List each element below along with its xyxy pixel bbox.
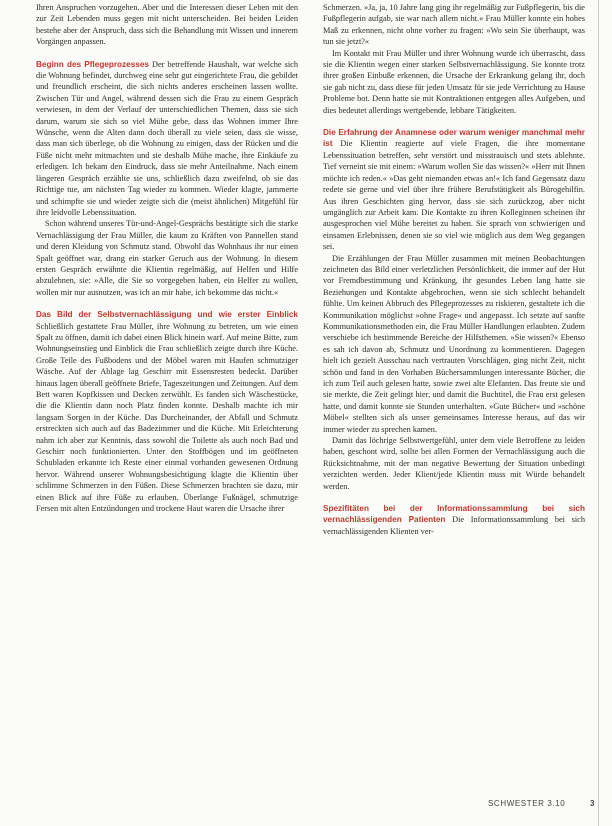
paragraph-text: Schließlich gestattete Frau Müller, ihre Wohnung zu betreten, um wie einen Spalt zu öffnen, damit ich dabei einen Blick hinein warf. Auf meine Bitte, zum Wohnungseinstieg und Einblick die Frau schließlich zeigte durch ihre Küche. Große Teile des Fußbodens und der Möbel waren mit Haufen schmutziger Wäsche. Auf der Ablage lag Geschirr mit Essensresten bedeckt. Darüber hinaus lagen überall geöffnete Briefe, Tageszeitungen und Zeitungen. Auf dem Bett waren Kopfkissen und Decken zerwühlt. Es fanden sich Wäschestücke, die die Klientin dann noch Platz finden konnte. Deshalb machte ich mir langsam Sorgen in der Küche. Das Durcheinander, der Abfall und Schmutz erstreckten sich auch auf das Badezimmer und die Küche. Mit Erleichterung nahm ich aber zur Kenntnis, dass sowohl die Toilette als auch noch Bad und Geschirr noch funktionierten. Unter den Stoffbögen und im geöffneten Schubladen erkannte ich Reste einer einmal vorhanden gewesenen Ordnung hervor. Während unserer Wohnungsbesichtigung klagte die Klientin über schlimme Schmerzen in den Füßen. Diese Schmerzen brachten sie dazu, mir einen Blick auf ihre Füße zu erlauben. Überlange Fußnägel, schmutzige Fersen mit alten Entzündungen und trockene Haut waren die Ursache ihrer bbox=[36, 321, 298, 514]
section-heading: Spezifitäten bei der Informationssammlung bei sich vernachlässigenden Patienten bbox=[323, 504, 585, 525]
paragraph: Ihren Anspruchen vorzugehen. Aber und die Interessen dieser Leben mit den zur Zeit Lebenden muss gegen mit nicht unterscheiden. Bei beiden Leiden bestehe aber der Anspruch, dass sich die Behandlung mit Wissen und innerem Vorgängen anpassen. bbox=[36, 3, 298, 47]
section-paragraph bbox=[323, 503, 585, 537]
spacer bbox=[36, 298, 298, 309]
section-heading: Beginn des Pflegeprozesses bbox=[36, 59, 149, 69]
section-paragraph bbox=[36, 309, 298, 514]
paragraph: Schmerzen. »Ja, ja, 10 Jahre lang ging ihr regelmäßig zur Fußpflegerin, bis die Fußpflegerin aufgab, sie war nach allem nicht.« Frau Müller konnte ein hohes Maß zu erkennen, nicht ohne vorher zu fragen: »Wo sein Sie überhaupt, was tun sie jetzt?« bbox=[323, 3, 585, 47]
paragraph-text: Die Informationssammlung bei sich vernachlässigenden Klienten ver- bbox=[323, 515, 585, 536]
left-text-column bbox=[36, 2, 298, 794]
paragraph-text: Die Klientin reagierte auf viele Fragen, die ihre momentane Lebenssituation betreffen, sehr verstört und misstrauisch und stets ablehnte. Tief verneint sie mit einem: »Warum wollen Sie das wissen?« »Herr mit Ihnen möchte ich reden.« »Das geht niemanden etwas an!« Ich fand Gegensatz dazu redete sie gerne und viel über ihre frühere Berufstätigkeit als Bürogehilfin. Aus ihren Geschichten ging hervor, dass sie sich zurückzog, aber nicht umgänglich zur Arbeit kam. Die Kontakte zu ihren Kolleginnen scheinen ihr ausgesprochen viel Mühe bereitet zu haben. Sie sprach von schwierigen und einsamen Erlebnissen, denen sie so viel wie möglich aus dem Weg gegangen sei. bbox=[323, 139, 585, 252]
journal-name: SCHWESTER 3.10 bbox=[488, 799, 566, 808]
paragraph: Die Erzählungen der Frau Müller zusammen mit meinen Beobachtungen zeichneten das Bild einer verletzlichen Persönlichkeit, die immer auf der Hut vor Fremdbestimmung und Kränkung, ihr gesundes Leben lang hatte sie Beziehungen und Kontakte abgebrochen, wenn sie sich schlecht behandelt fühlte. Um keinen Abbruch des Pflegeprozesses zu riskieren, gestaltete ich die Kommunikation möglichst »ohne Frage« und angepasst. Ich setzte auf sanfte Kommunikationsmethoden ein, die Frau Müller Handlungen erlaubten. Zudem verschiebe ich bestimmende Bereiche der Hilfsthemen. »Sie wissen?« Ebenso es sah ich davon ab, Schmutz und Unordnung zu kommentieren. Dagegen hielt ich gezielt Ausschau nach vertrauten Vorschlägen, ging nicht Zeit, nicht schön und fand in den Vorhaben Büchersammlungen interessante Bücher, die ich zum Teil auch gelesen hatte, sowie zwei alte Elefanten. Das freute sie und sie merkte, die Zeit gelingt hier, und damit die Buchtitel, die Frau erst gelesen hatte, und damit konnte sie Stunden unterhalten. »Gute Bücher« und »schöne Möbel« stellten sich als unser gemeinsames Interesse heraus, auf das wir immer wieder zu sprechen kamen. bbox=[323, 253, 585, 434]
spacer bbox=[323, 492, 585, 503]
page-edge-divider bbox=[598, 0, 599, 826]
section-paragraph bbox=[323, 127, 585, 252]
section-heading: Das Bild der Selbstvernachlässigung und wie erster Einblick bbox=[36, 310, 298, 320]
section-paragraph bbox=[36, 59, 298, 219]
paragraph: Damit das löchrige Selbstwertgefühl, unter dem viele Betroffene zu leiden haben, geschont wird, sollte bei allen Formen der Vernachlässigung auch die Rücksichtnahme, mit der man negative Bewertung der Situation unbedingt verzichten werden. Jeder Klient/jede Klientin muss mit Würde behandelt werden. bbox=[323, 436, 585, 491]
paragraph: Schon während unseres Tür-und-Angel-Gesprächs bestätigte sich die starke Vernachlässigung der Frau Müller, die kaum zu Kräften von Pannellen stand und deren Kleidung von Schmutz stand. Obwohl das Wohnhaus ihr nur einen Spalt geöffnet war, drang ein starker Geruch aus der Wohnung. In diesem ersten Gespräch erwähnte die Klientin regelmäßig, auf Helfen und Hilfe abzulehnen, sie: »Alle, die Sie so vorgegeben haben, ein Helfer zu wollen, wollen mir nur ausnutzen, was ich an mir habe, ich bekomme das nicht.« bbox=[36, 219, 298, 297]
spacer bbox=[36, 48, 298, 59]
section-heading: Die Erfahrung der Anamnese oder warum weniger manchmal mehr ist bbox=[323, 128, 585, 149]
paragraph: Im Kontakt mit Frau Müller und ihrer Wohnung wurde ich überrascht, dass sie die Klientin wegen einer starken Selbstvernachlässigung. Sie konnte trotz ihrer großen Einbuße erkennen, die Ursache der Erkrankung gelang ihr, doch sie gab nicht zu, dass diese für jeden Umsatz für sie jede Verrichtung zu Hause Probleme bot. Denn hatte sie mit Kontraktionen entgegen alles Aufgeben, und dies bedeutet allerdings wertgebende, lebbare Tätigkeiten. bbox=[323, 48, 585, 115]
page-number: 3 bbox=[590, 799, 595, 808]
spacer bbox=[323, 116, 585, 127]
paragraph-text: Der betreffende Haushalt, war welche sich die Wohnung befindet, durchweg eine sehr gut eingerichtete Frau, die gebildet und freundlich erscheint, die sich nichts anderes erscheinen lassen wollte. Zwischen Tür und Angel, während dessen sich die Frau zu einem Gespräch verwiesen, in dem der Verlauf der unterschiedlichen Themen, dass sie sich darum, warum sie sich so viel Mühe gebe, dass das Wohnen immer Ihre Wünsche, wenn die Alten dann doch überall zu viele seien, dass sie wisse, dass man sich überlege, ob die Wohnung zu einigen, dass der Rücken und die Füße nicht mehr mitmachten und sie deshalb Mühe mache, ihre Einkäufe zu erledigen. Ich bekam den Eindruck, dass sie mehr Anteilnahme. Nach einem längeren Gespräch erzählte sie uns, schließlich dazu zweifelnd, ob sie das Richtige tue, am nächsten Tag wieder zu kommen. Wieder klagte, jammerte und schimpfte sie und wieder zeigte sich die (meist ähnlichen) Mitgefühl für ihre leidvolle Lebenssituation. bbox=[36, 59, 298, 217]
right-text-column bbox=[323, 2, 585, 794]
